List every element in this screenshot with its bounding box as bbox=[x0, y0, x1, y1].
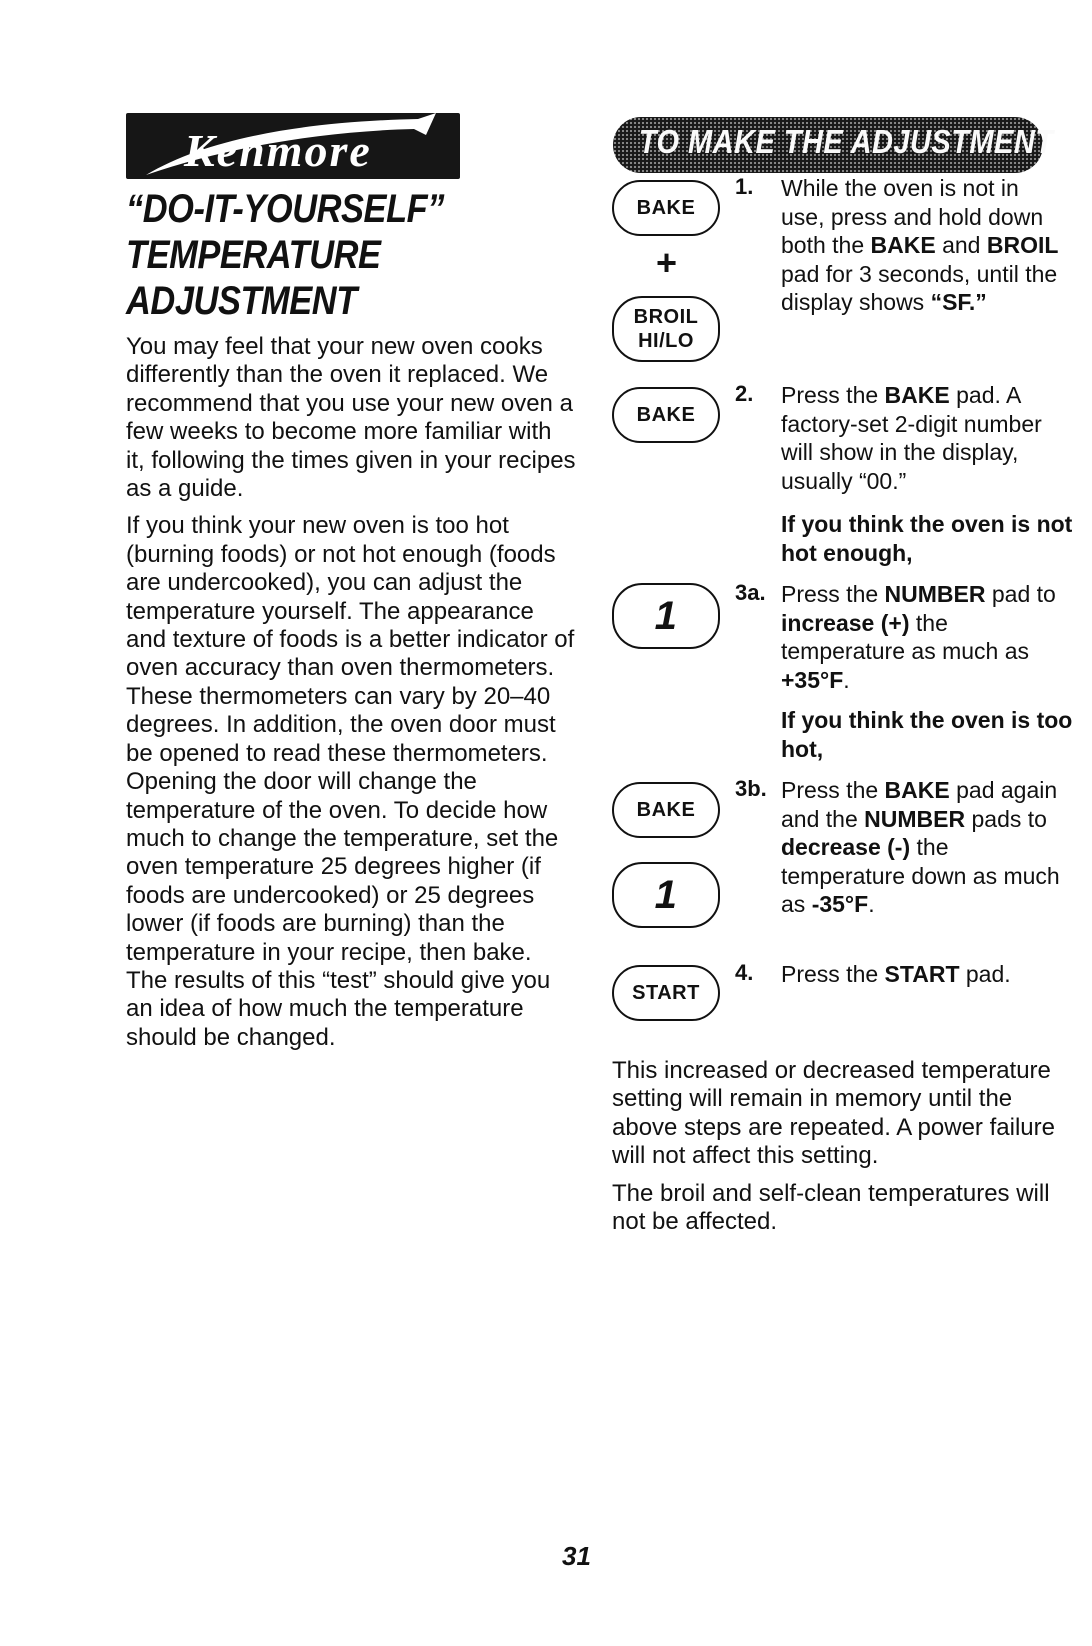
bake-pad-icon-2: BAKE bbox=[612, 387, 720, 443]
step-1-text: While the oven is not in use, press and hold down both the BAKE and BROIL pad for 3 seconds, until the display shows “SF.” bbox=[781, 175, 1059, 315]
page-title bbox=[126, 186, 444, 324]
step-3a-text: Press the NUMBER pad to increase (+) the temperature as much as +35°F. bbox=[781, 581, 1056, 693]
intro-paragraph-2: If you think your new oven is too hot (burning foods) or not hot enough (foods are undercooked), you can adjust the temperature yourself. The appearance and texture of foods is a better indicator of oven accuracy than oven thermometers. These thermometers can vary by 20–40 degrees. In addition, the oven door must be opened to read these thermometers. Opening the door will change the temperature of the oven. To decide how much to change the temperature, set the oven temperature 25 degrees higher (if foods are undercooked) or 25 degrees lower (if foods are burning) than the temperature in your recipe, then bake. The results of this “test” should give you an idea of how much the temperature should be changed. bbox=[126, 512, 575, 1051]
broil-pad-label: BROIL bbox=[633, 306, 699, 328]
start-pad-icon: START bbox=[612, 965, 720, 1021]
number-pad-icon: 1 bbox=[612, 583, 720, 649]
intro-paragraph-1: You may feel that your new oven cooks differently than the oven it replaced. We recommend that you use your new oven a few weeks to become more familiar with it, following the times given in your recipes as a guide. bbox=[126, 333, 576, 503]
step-3a-number: 3a. bbox=[735, 580, 766, 605]
page-number: 31 bbox=[562, 1541, 591, 1571]
step-4-text: Press the START pad. bbox=[781, 961, 1011, 987]
step-2-number: 2. bbox=[735, 381, 754, 406]
step-3b-text: Press the BAKE pad again and the NUMBER pads to decrease (-) the temperature down as much as -35°F. bbox=[781, 777, 1060, 917]
outro-text bbox=[612, 1057, 1072, 1245]
section-heading: TO MAKE THE ADJUSTMENT bbox=[638, 123, 1054, 160]
kenmore-logo bbox=[126, 113, 460, 179]
step-4-number: 4. bbox=[735, 960, 754, 985]
number-pad-icon-2: 1 bbox=[612, 862, 720, 928]
title-line-1: “DO-IT-YOURSELF” bbox=[126, 187, 445, 231]
title-line-3: ADJUSTMENT bbox=[126, 279, 357, 323]
step-2-text: Press the BAKE pad. A factory-set 2-digit number will show in the display, usually “00.” bbox=[781, 382, 1042, 494]
intro-text bbox=[126, 333, 576, 1061]
step-1-number: 1. bbox=[735, 174, 754, 199]
outro-paragraph-1: This increased or decreased temperature setting will remain in memory until the above steps are repeated. A power failure will not affect this setting. bbox=[612, 1057, 1055, 1170]
brand-wordmark: Kenmore bbox=[184, 125, 372, 176]
step-3b-number: 3b. bbox=[735, 776, 767, 801]
bake-pad-icon bbox=[612, 180, 720, 236]
broil-pad-icon bbox=[612, 296, 720, 362]
section-banner bbox=[613, 117, 1054, 173]
subheading-too-hot: If you think the oven is too hot, bbox=[781, 707, 1073, 762]
bake-pad-label: BAKE bbox=[636, 196, 696, 219]
subheading-not-hot: If you think the oven is not hot enough, bbox=[781, 511, 1073, 566]
plus-icon: + bbox=[656, 242, 678, 283]
outro-paragraph-2: The broil and self-clean temperatures will not be affected. bbox=[612, 1179, 1050, 1236]
title-line-2: TEMPERATURE bbox=[126, 233, 381, 277]
bake-pad-icon-3: BAKE bbox=[612, 782, 720, 838]
broil-pad-sublabel: HI/LO bbox=[638, 330, 694, 352]
